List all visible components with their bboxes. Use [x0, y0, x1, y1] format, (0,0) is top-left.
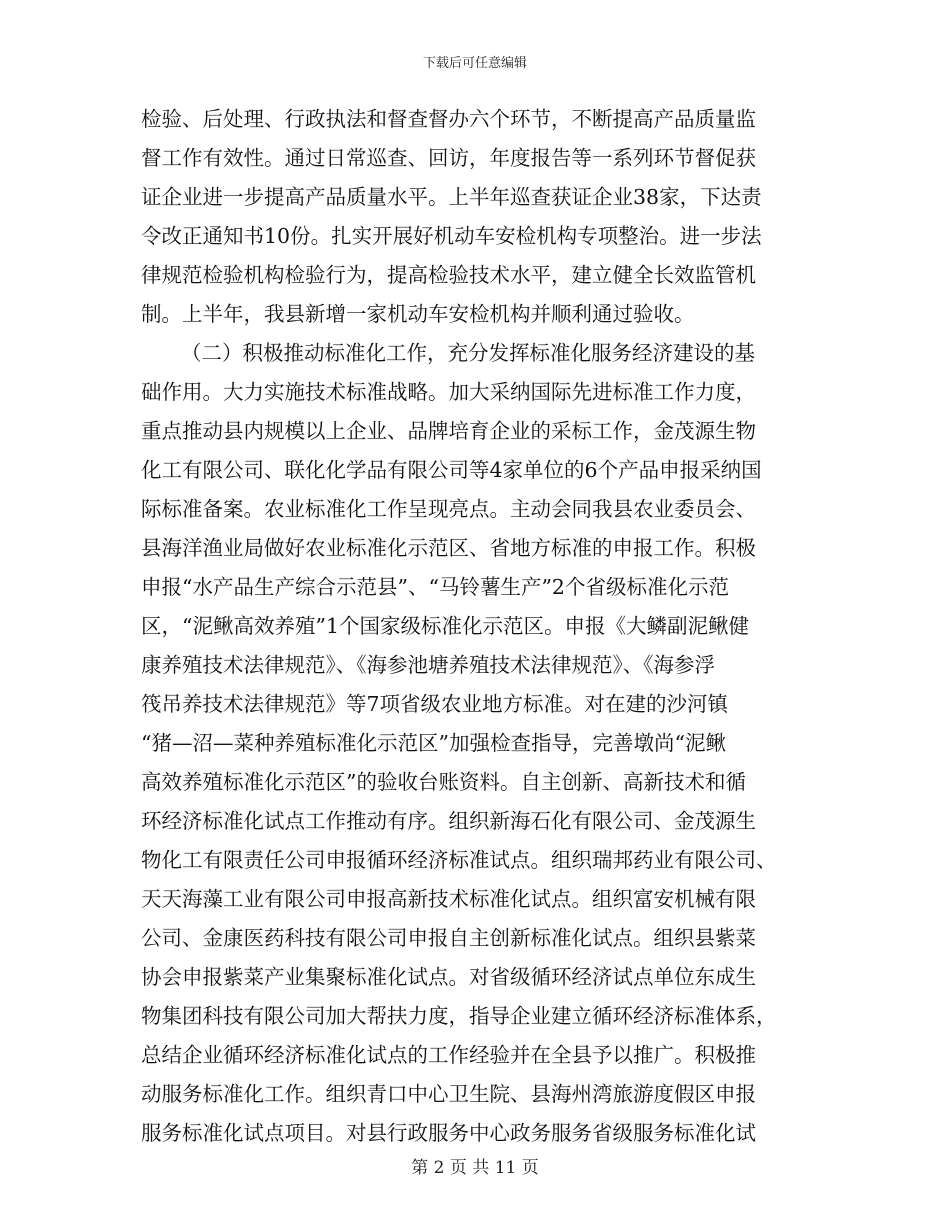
text-line: 天天海藻工业有限公司申报高新技术标准化试点。组织富安机械有限 — [141, 887, 756, 911]
text-line: 律规范检验机构检验行为，提高检验技术水平，建立健全长效监管机 — [141, 263, 756, 287]
text-line: 康养殖技术法律规范》、《海参池塘养殖技术法律规范》、《海参浮 — [141, 653, 715, 677]
text-line: 区，“泥鳅高效养殖”1个国家级标准化示范区。申报《大鳞副泥鳅健 — [141, 614, 750, 638]
section-heading-line: （二）积极推动标准化工作，充分发挥标准化服务经济建设的基 — [181, 341, 755, 365]
text-line: 公司、金康医药科技有限公司申报自主创新标准化试点。组织县紫菜 — [141, 926, 756, 950]
text-line: 重点推动县内规模以上企业、品牌培育企业的采标工作，金茂源生物 — [141, 419, 756, 443]
document-body — [141, 100, 801, 1153]
text-line: 础作用。大力实施技术标准战略。加大采纳国际先进标准工作力度， — [141, 380, 756, 404]
text-line: 令改正通知书10份。扎实开展好机动车安检机构专项整治。进一步法 — [141, 224, 762, 248]
text-line: 高效养殖标准化示范区”的验收台账资料。自主创新、高新技术和循 — [141, 770, 746, 794]
text-line: 物化工有限责任公司申报循环经济标准试点。组织瑞邦药业有限公司、 — [141, 848, 777, 872]
text-line: 总结企业循环经济标准化试点的工作经验并在全县予以推广。积极推 — [141, 1043, 756, 1067]
text-line: 申报“水产品生产综合示范县”、“马铃薯生产”2个省级标准化示范 — [141, 575, 729, 599]
text-line: “猪—沼—菜种养殖标准化示范区”加强检查指导，完善墩尚“泥鳅 — [141, 731, 726, 755]
text-line: 物集团科技有限公司加大帮扶力度，指导企业建立循环经济标准体系， — [141, 1004, 777, 1028]
text-line: 协会申报紫菜产业集聚标准化试点。对省级循环经济试点单位东成生 — [141, 965, 756, 989]
text-line: 证企业进一步提高产品质量水平。上半年巡查获证企业38家，下达责 — [141, 185, 762, 209]
text-line: 化工有限公司、联化化学品有限公司等4家单位的6个产品申报采纳国 — [141, 458, 762, 482]
text-line: 检验、后处理、行政执法和督查督办六个环节，不断提高产品质量监 — [141, 107, 756, 131]
text-line: 筏吊养技术法律规范》等7项省级农业地方标准。对在建的沙河镇 — [141, 692, 729, 716]
page-number: 第 2 页 共 11 页 — [411, 1158, 539, 1178]
text-line: 督工作有效性。通过日常巡查、回访，年度报告等一系列环节督促获 — [141, 146, 756, 170]
text-line: 动服务标准化工作。组织青口中心卫生院、县海州湾旅游度假区申报 — [141, 1082, 756, 1106]
text-line: 服务标准化试点项目。对县行政服务中心政务服务省级服务标准化试 — [141, 1121, 756, 1145]
text-line: 制。上半年，我县新增一家机动车安检机构并顺利通过验收。 — [141, 302, 695, 326]
text-line: 环经济标准化试点工作推动有序。组织新海石化有限公司、金茂源生 — [141, 809, 756, 833]
header-note: 下载后可任意编辑 — [422, 56, 527, 71]
text-line: 际标准备案。农业标准化工作呈现亮点。主动会同我县农业委员会、 — [141, 497, 756, 521]
text-line: 县海洋渔业局做好农业标准化示范区、省地方标准的申报工作。积极 — [141, 536, 756, 560]
